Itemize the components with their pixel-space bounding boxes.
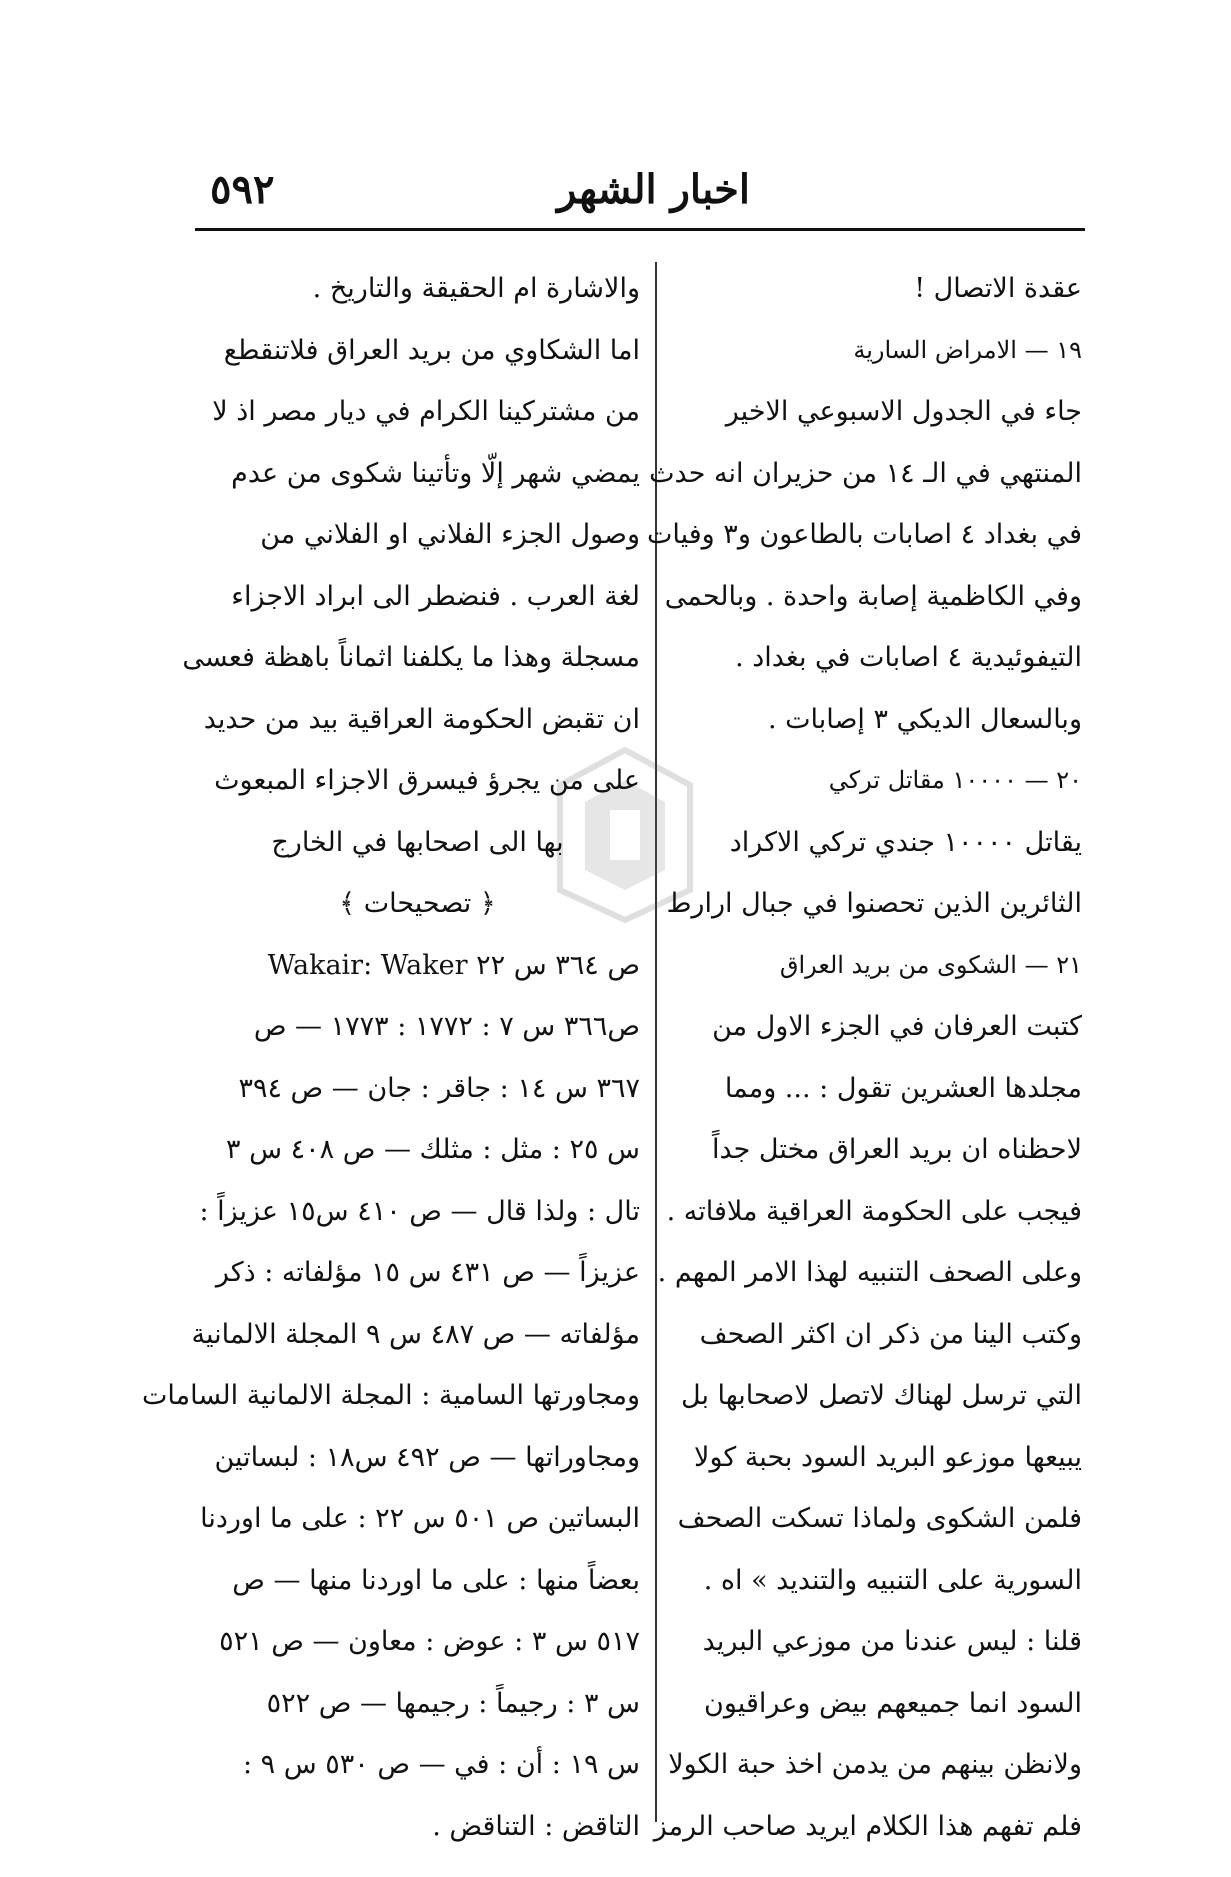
text-line: بعضاً منها : على ما اوردنا منها — ص: [232, 1564, 640, 1596]
text-line: س ٢٥ : مثل : مثلك — ص ٤٠٨ س ٣: [226, 1134, 640, 1165]
text-line: ﴿ تصحيحات ﴾: [339, 888, 496, 919]
text-line: من مشتركينا الكرام في ديار مصر اذ لا: [212, 396, 640, 427]
text-line: ٢١ — الشكوى من بريد العراق: [779, 950, 1082, 979]
text-line: س ١٩ : أن : في — ص ٥٣٠ س ٩ :: [242, 1749, 640, 1780]
right-column: [646, 258, 1082, 1857]
text-line: عقدة الاتصال !: [914, 273, 1082, 304]
text-line: على من يجرؤ فيسرق الاجزاء المبعوث: [214, 765, 640, 796]
text-line: لغة العرب . فنضطر الى ابراد الاجزاء: [231, 580, 640, 612]
text-line: مجلدها العشرين تقول : ... ومما: [724, 1072, 1082, 1104]
text-line: المنتهي في الـ ١٤ من حزيران انه حدث: [649, 457, 1082, 489]
left-column: [142, 258, 640, 1857]
text-line: وكتب الينا من ذكر ان اكثر الصحف: [699, 1318, 1082, 1350]
page-title: اخبار الشهر: [557, 166, 750, 213]
text-line: ٥١٧ س ٣ : عوض : معاون — ص ٥٢١: [219, 1626, 640, 1657]
text-line: فلم تفهم هذا الكلام ايريد صاحب الرمز: [653, 1810, 1082, 1842]
text-line: تال : ولذا قال — ص ٤١٠ س١٥ عزيزاً :: [199, 1195, 640, 1227]
text-line: يقاتل ١٠٠٠٠ جندي تركي الاكراد: [729, 826, 1082, 858]
text-line: ومجاورتها السامية : المجلة الالمانية السامات: [142, 1380, 640, 1411]
text-line: وصول الجزء الفلاني او الفلاني من: [260, 519, 640, 550]
text-line: ص ٣٦٤ س ٢٢ Wakair: Waker: [267, 949, 640, 981]
text-line: وعلى الصحف التنبيه لهذا الامر المهم .: [657, 1257, 1082, 1288]
text-line: ان تقبض الحكومة العراقية بيد من حديد: [203, 703, 640, 735]
text-line: السود انما جميعهم بيض وعراقيون: [704, 1687, 1082, 1719]
text-line: التي ترسل لهناك لاتصل لاصحابها بل: [681, 1380, 1082, 1411]
text-line: وفي الكاظمية إصابة واحدة . وبالحمى: [664, 580, 1082, 612]
text-line: التيفوئيدية ٤ اصابات في بغداد .: [735, 642, 1082, 673]
text-line: كتبت العرفان في الجزء الاول من: [712, 1011, 1082, 1042]
text-line: لاحظناه ان بريد العراق مختل جداً: [711, 1134, 1082, 1165]
page-header: [190, 160, 1090, 220]
text-line: البساتين ص ٥٠١ س ٢٢ : على ما اوردنا: [200, 1503, 640, 1534]
text-line: مؤلفاته — ص ٤٨٧ س ٩ المجلة الالمانية: [191, 1318, 640, 1350]
text-line: يبيعها موزعو البريد السود بحبة كولا: [694, 1441, 1082, 1473]
text-line: ومجاوراتها — ص ٤٩٢ س١٨ : لبساتين: [214, 1441, 640, 1473]
text-line: يمضي شهر إلّا وتأتينا شكوى من عدم: [231, 457, 640, 489]
text-line: ص٣٦٦ س ٧ : ١٧٧٢ : ١٧٧٣ — ص: [253, 1011, 640, 1042]
text-line: الثائرين الذين تحصنوا في جبال ارارط: [666, 888, 1082, 919]
text-line: جاء في الجدول الاسبوعي الاخير: [725, 396, 1082, 427]
text-line: السورية على التنبيه والتنديد » اه .: [703, 1564, 1082, 1596]
text-line: ولانظن بينهم من يدمن اخذ حبة الكولا: [668, 1749, 1082, 1780]
text-line: التاقض : التناقض .: [432, 1810, 640, 1842]
text-line: اما الشكاوي من بريد العراق فلاتنقطع: [223, 334, 640, 366]
page-number: ٥٩٢: [210, 166, 275, 213]
text-line: بها الى اصحابها في الخارج: [271, 826, 564, 858]
text-line: قلنا : ليس عندنا من موزعي البريد: [702, 1626, 1082, 1657]
text-line: س ٣ : رجيماً : رجيمها — ص ٥٢٢: [266, 1687, 640, 1719]
text-line: فيجب على الحكومة العراقية ملافاته .: [666, 1195, 1082, 1227]
text-line: والاشارة ام الحقيقة والتاريخ .: [312, 273, 640, 304]
text-line: وبالسعال الديكي ٣ إصابات .: [767, 703, 1082, 735]
text-line: ١٩ — الامراض السارية: [853, 335, 1082, 364]
header-rule: [195, 228, 1085, 231]
text-line: فلمن الشكوى ولماذا تسكت الصحف: [677, 1503, 1082, 1534]
text-line: ٣٦٧ س ١٤ : جاقر : جان — ص ٣٩٤: [238, 1072, 640, 1104]
text-line: عزيزاً — ص ٤٣١ س ١٥ مؤلفاته : ذكر: [215, 1257, 640, 1288]
text-line: مسجلة وهذا ما يكلفنا اثماناً باهظة فعسى: [182, 642, 640, 673]
text-line: في بغداد ٤ اصابات بالطاعون و٣ وفيات: [646, 519, 1082, 550]
text-line: ٢٠ — ١٠٠٠٠ مقاتل تركي: [828, 766, 1082, 794]
